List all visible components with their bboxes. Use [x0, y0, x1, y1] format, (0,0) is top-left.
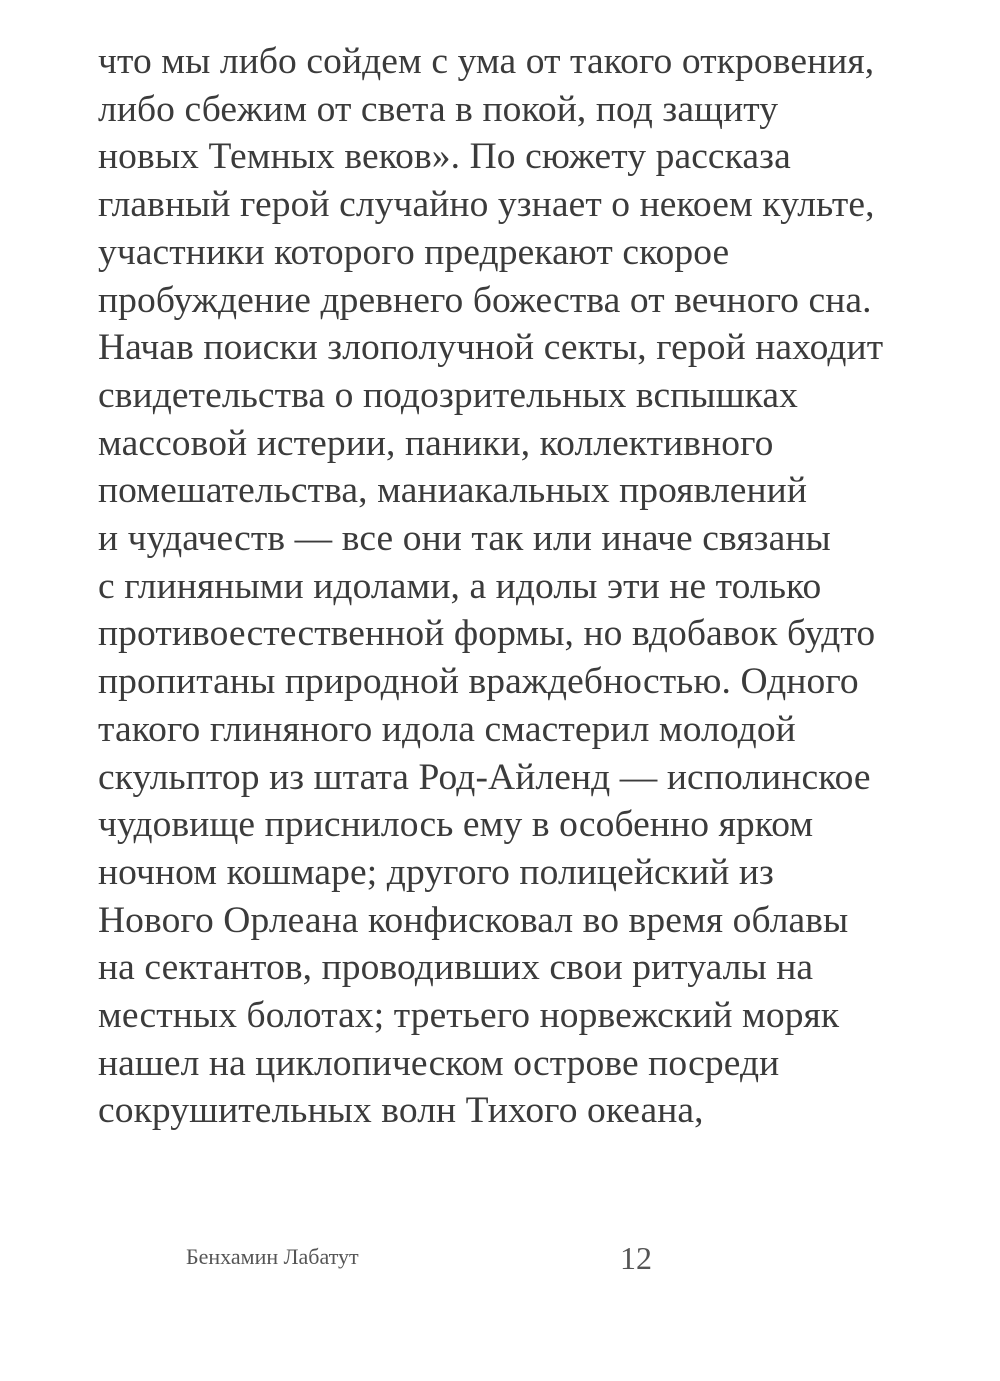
text-line: и чудачеств — все они так или иначе связаны	[98, 518, 831, 560]
text-line: свидетельства о подозрительных вспышках	[98, 374, 799, 416]
text-line: что мы либо сойдем с ума от такого откровения,	[98, 41, 875, 82]
text-line: противоестественной формы, но вдобавок будто	[98, 613, 876, 655]
text-line: Нового Орлеана конфисковал во время облавы	[98, 899, 849, 941]
text-line: помешательства, маниакальных проявлений	[98, 470, 808, 512]
text-line: пробуждение древнего божества от вечного сна.	[98, 279, 872, 321]
text-line: ночном кошмаре; другого полицейский из	[98, 851, 774, 893]
body-text	[98, 38, 978, 1135]
text-line: сокрушительных волн Тихого океана,	[98, 1090, 704, 1132]
text-line: главный герой случайно узнает о некоем культе,	[98, 184, 875, 226]
text-line: на сектантов, проводивших свои ритуалы на	[98, 947, 814, 989]
text-line: Начав поиски злополучной секты, герой находит	[98, 327, 884, 369]
text-line: скульптор из штата Род-Айленд — исполинское	[98, 756, 871, 798]
text-line: местных болотах; третьего норвежский моряк	[98, 995, 840, 1037]
text-line: пропитаны природной враждебностью. Одного	[98, 661, 859, 703]
text-line: новых Темных веков». По сюжету рассказа	[98, 136, 791, 178]
running-footer-author: Бенхамин Лабатут	[186, 1244, 359, 1269]
text-line: участники которого предрекают скорое	[98, 231, 730, 273]
text-line: нашел на циклопическом острове посреди	[98, 1042, 780, 1084]
text-line: чудовище приснилось ему в особенно ярком	[98, 804, 814, 846]
page-number: 12	[620, 1240, 652, 1276]
text-line: с глиняными идолами, а идолы эти не только	[98, 565, 822, 607]
text-line: либо сбежим от света в покой, под защиту	[98, 88, 779, 130]
text-line: массовой истерии, паники, коллективного	[98, 422, 774, 464]
text-line: такого глиняного идола смастерил молодой	[98, 708, 796, 750]
